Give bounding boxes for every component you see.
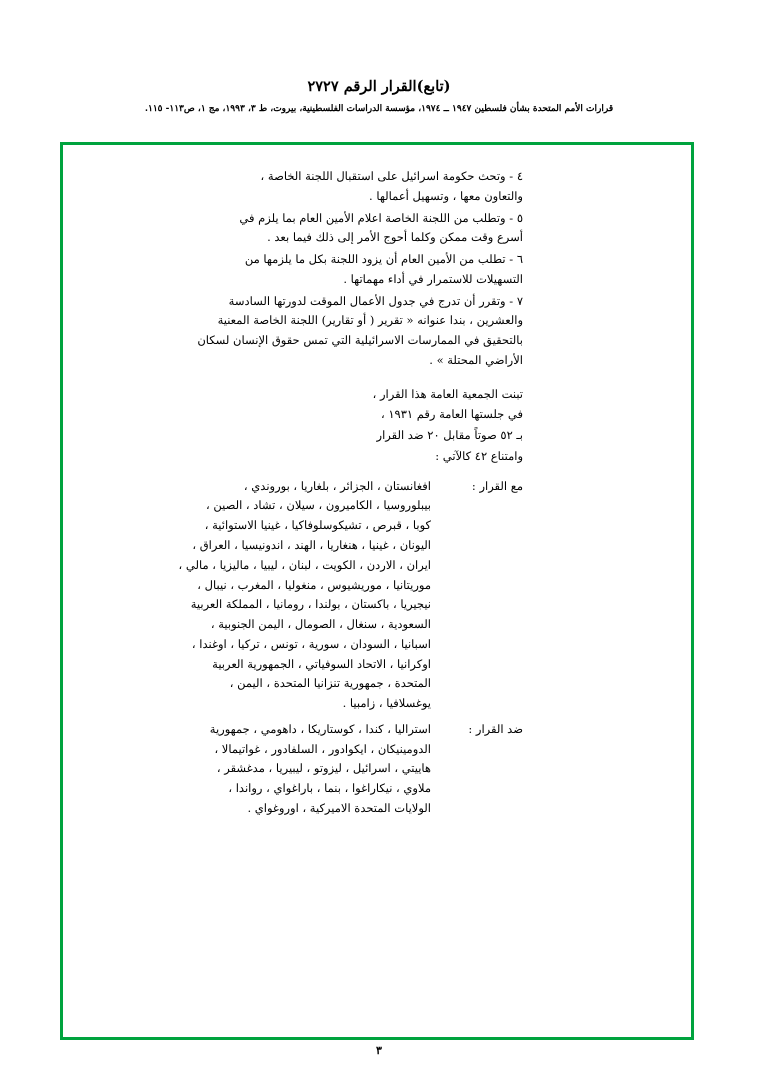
clause-7-line-1: ٧ - وتقرر أن تدرج في جدول الأعمال الموقت لدورتها السادسة (228, 293, 523, 308)
clause-4 (193, 167, 523, 207)
clause-6 (193, 250, 523, 290)
clause-4-line-2: والتعاون معها ، وتسهيل أعمالها . (369, 188, 523, 203)
list-item: اسبانيا ، السودان ، سورية ، تونس ، تركيا ، اوغندا ، (191, 636, 431, 651)
list-item: افغانستان ، الجزائر ، بلغاريا ، بوروندي ، (243, 478, 431, 493)
clause-5-line-2: أسرع وقت ممكن وكلما أحوج الأمر إلى ذلك فيما بعد . (267, 230, 523, 245)
list-item: ايران ، الاردن ، الكويت ، لبنان ، ليبيا ، ماليزيا ، مالي ، (178, 557, 431, 572)
clause-7-line-3: بالتحقيق في الممارسات الاسرائيلية التي تمس حقوق الإنسان لسكان (197, 333, 523, 348)
clause-5 (193, 209, 523, 249)
list-item: بيبلوروسيا ، الكاميرون ، سيلان ، تشاد ، الصين ، (206, 498, 431, 513)
list-item: الولايات المتحدة الاميركية ، اوروغواي . (247, 800, 431, 815)
list-item: نيجيريا ، باكستان ، بولندا ، رومانيا ، المملكة العربية (190, 597, 431, 612)
clause-5-line-1: ٥ - وتطلب من اللجنة الخاصة اعلام الأمين العام بما يلزم في (239, 210, 523, 225)
list-item: اوكرانيا ، الاتحاد السوفياتي ، الجمهورية العربية (212, 656, 431, 671)
adoption-line-2: في جلستها العامة رقم ١٩٣١ ، (380, 407, 523, 422)
document-body (178, 167, 523, 819)
clause-6-line-2: التسهيلات للاستمرار في أداء مهماتها . (343, 271, 523, 286)
list-item: استراليا ، كندا ، كوستاريكا ، داهومي ، جمهورية (209, 721, 431, 736)
votes-against (193, 720, 523, 819)
clause-7-line-2: والعشرين ، بندا عنوانه « تقرير ( أو تقارير) اللجنة الخاصة المعنية (217, 313, 523, 328)
document-title: (تابع)القرار الرقم ٢٧٢٧ (307, 78, 451, 95)
list-item: اليونان ، غينيا ، هنغاريا ، الهند ، اندونيسيا ، العراق ، (192, 538, 431, 553)
votes-against-label: ضد القرار : (468, 721, 523, 736)
votes-in-favor-label: مع القرار : (471, 478, 523, 493)
list-item: السعودية ، سنغال ، الصومال ، اليمن الجنوبية ، (210, 617, 431, 632)
clause-7-line-4: الأراضي المحتلة » . (429, 352, 523, 367)
vote-results (178, 477, 523, 819)
votes-against-list (193, 720, 431, 819)
list-item: المتحدة ، جمهورية تنزانيا المتحدة ، اليمن ، (229, 676, 431, 691)
list-item: هاييتي ، اسرائيل ، ليزوتو ، ليبيريا ، مدغشقر ، (216, 761, 431, 776)
adoption-line-1: تبنت الجمعية العامة هذا القرار ، (372, 386, 523, 401)
clause-7 (193, 292, 523, 371)
adoption-block (193, 385, 523, 467)
list-item: كوبا ، قبرص ، تشيكوسلوفاكيا ، غينيا الاستوائية ، (204, 518, 431, 533)
clause-4-line-1: ٤ - وتحث حكومة اسرائيل على استقبال اللجنة الخاصة ، (260, 169, 523, 183)
list-item: الدومينيكان ، ايكوادور ، السلفادور ، غواتيمالا ، (214, 741, 431, 756)
votes-in-favor (178, 477, 523, 714)
adoption-line-4: وامتناع ٤٢ كالآتي : (435, 448, 523, 463)
adoption-line-3: بـ ٥٢ صوتاً مقابل ٢٠ ضد القرار (376, 428, 523, 443)
votes-in-favor-list (179, 477, 432, 714)
list-item: يوغسلافيا ، زامبيا . (342, 696, 431, 711)
green-border-frame (60, 142, 694, 1040)
list-item: موريتانيا ، موريشيوس ، منغوليا ، المغرب ، نيبال ، (197, 577, 431, 592)
clause-6-line-1: ٦ - تطلب من الأمين العام أن يزود اللجنة بكل ما يلزمها من (244, 252, 523, 267)
page-number: ٣ (376, 1044, 382, 1057)
page-header (0, 78, 758, 114)
list-item: ملاوي ، نيكاراغوا ، بنما ، باراغواي ، رواندا ، (228, 781, 431, 796)
document-source-line: قرارات الأمم المتحدة بشأن فلسطين ١٩٤٧ ــ ١٩٧٤، مؤسسة الدراسات الفلسطينية، بيروت، ط ٣، ١٩٩٣، مج ١، ص١١٣- ١١٥. (144, 104, 614, 114)
